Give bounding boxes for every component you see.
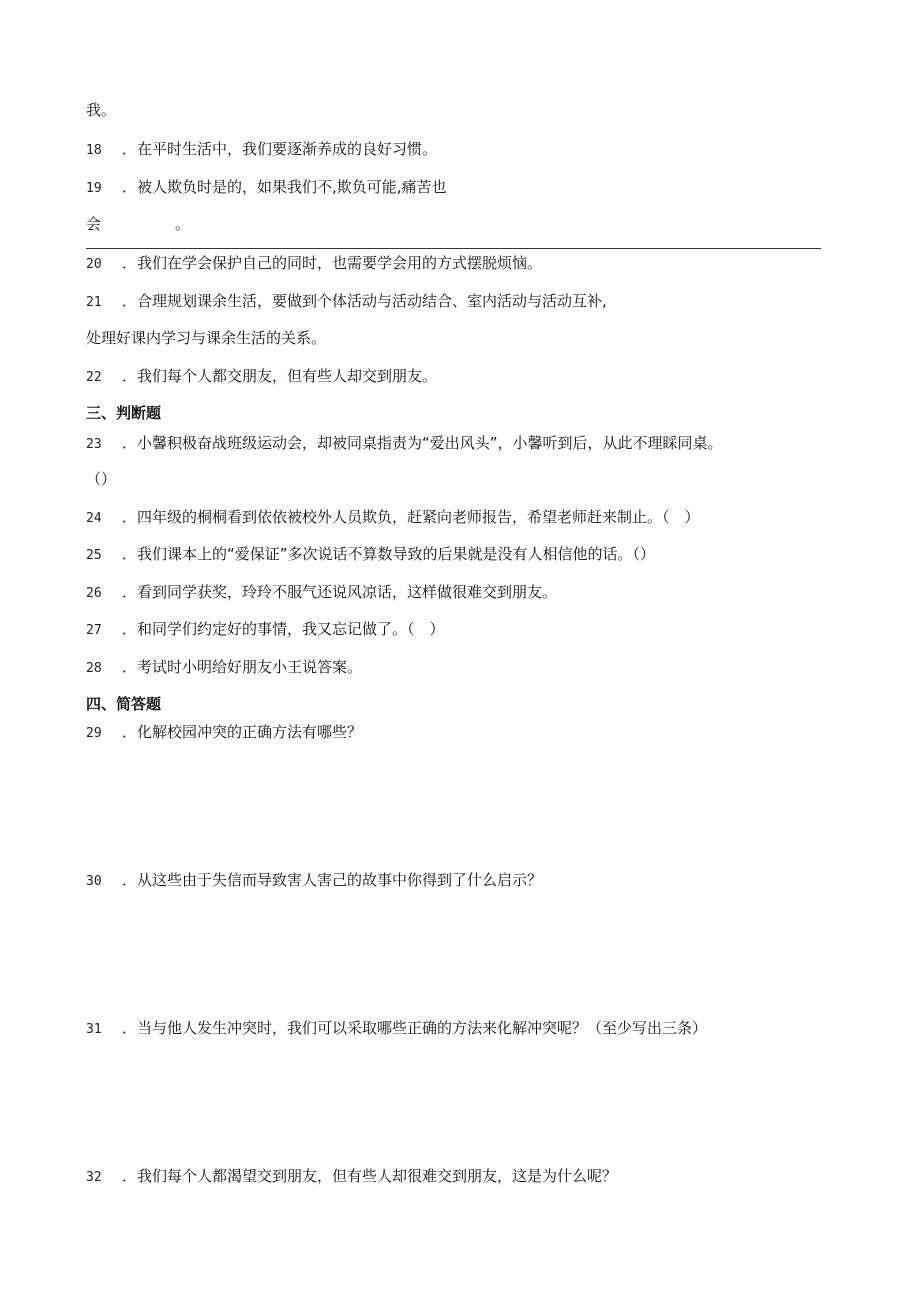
question-number: 31 [86, 1022, 102, 1037]
section-heading-judge: 三、判断题 [86, 404, 162, 422]
question-text: ．小馨积极奋战班级运动会，却被同桌指责为“爱出风头”，小馨听到后，从此不理睬同桌。 [122, 434, 723, 452]
question-18 [86, 139, 437, 161]
question-19 [86, 177, 447, 199]
question-text: ．和同学们约定好的事情，我又忘记做了。（ ） [122, 620, 445, 638]
question-text: ．四年级的桐桐看到依依被校外人员欺负，赶紧向老师报告，希望老师赶来制止。（ ） [122, 508, 700, 526]
question-text: ．我们在学会保护自己的同时，也需要学会用的方式摆脱烦恼。 [122, 254, 543, 272]
question-text: ．被人欺负时是的，如果我们不,欺负可能,痛苦也 [122, 178, 447, 196]
question-text: ．化解校园冲突的正确方法有哪些？ [122, 723, 363, 741]
question-19-continued: 会 。 [86, 215, 191, 233]
question-21-continued: 处理好课内学习与课余生活的关系。 [86, 329, 327, 347]
question-number: 18 [86, 143, 102, 158]
question-text: ．当与他人发生冲突时，我们可以采取哪些正确的方法来化解冲突呢？（至少写出三条） [122, 1019, 708, 1037]
question-text: ．考试时小明给好朋友小王说答案。 [122, 658, 363, 676]
question-number: 20 [86, 257, 102, 272]
question-number: 30 [86, 874, 102, 889]
question-23 [86, 433, 723, 455]
question-text: ．我们每个人都渴望交到朋友，但有些人却很难交到朋友，这是为什么呢？ [122, 1167, 618, 1185]
question-23-continued: （） [86, 470, 117, 488]
question-29 [86, 722, 362, 744]
divider-rule [86, 248, 821, 249]
question-27 [86, 619, 445, 641]
question-number: 21 [86, 295, 102, 310]
section-heading-short: 四、简答题 [86, 695, 162, 713]
question-24 [86, 507, 700, 529]
question-26 [86, 582, 557, 604]
question-22 [86, 366, 437, 388]
question-number: 29 [86, 726, 102, 741]
question-text: ．我们每个人都交朋友，但有些人却交到朋友。 [122, 367, 438, 385]
question-number: 32 [86, 1170, 102, 1185]
question-text: ．合理规划课余生活，要做到个体活动与活动结合、室内活动与活动互补, [122, 292, 607, 310]
continuation-text: 我。 [86, 101, 117, 119]
question-21 [86, 291, 607, 313]
question-number: 28 [86, 661, 102, 676]
question-28 [86, 657, 362, 679]
question-number: 27 [86, 623, 102, 638]
question-text: ．看到同学获奖，玲玲不服气还说风凉话，这样做很难交到朋友。 [122, 583, 558, 601]
question-text: ．从这些由于失信而导致害人害己的故事中你得到了什么启示？ [122, 871, 543, 889]
question-number: 24 [86, 511, 102, 526]
question-number: 22 [86, 370, 102, 385]
question-20 [86, 253, 542, 275]
question-text: ．在平时生活中，我们要逐渐养成的良好习惯。 [122, 140, 438, 158]
question-25 [86, 544, 655, 566]
question-number: 26 [86, 586, 102, 601]
question-31 [86, 1018, 707, 1040]
question-number: 25 [86, 548, 102, 563]
question-number: 23 [86, 437, 102, 452]
question-text: ．我们课本上的“爱保证”多次说话不算数导致的后果就是没有人相信他的话。（） [122, 545, 656, 563]
question-32 [86, 1166, 617, 1188]
question-number: 19 [86, 181, 102, 196]
question-30 [86, 870, 542, 892]
